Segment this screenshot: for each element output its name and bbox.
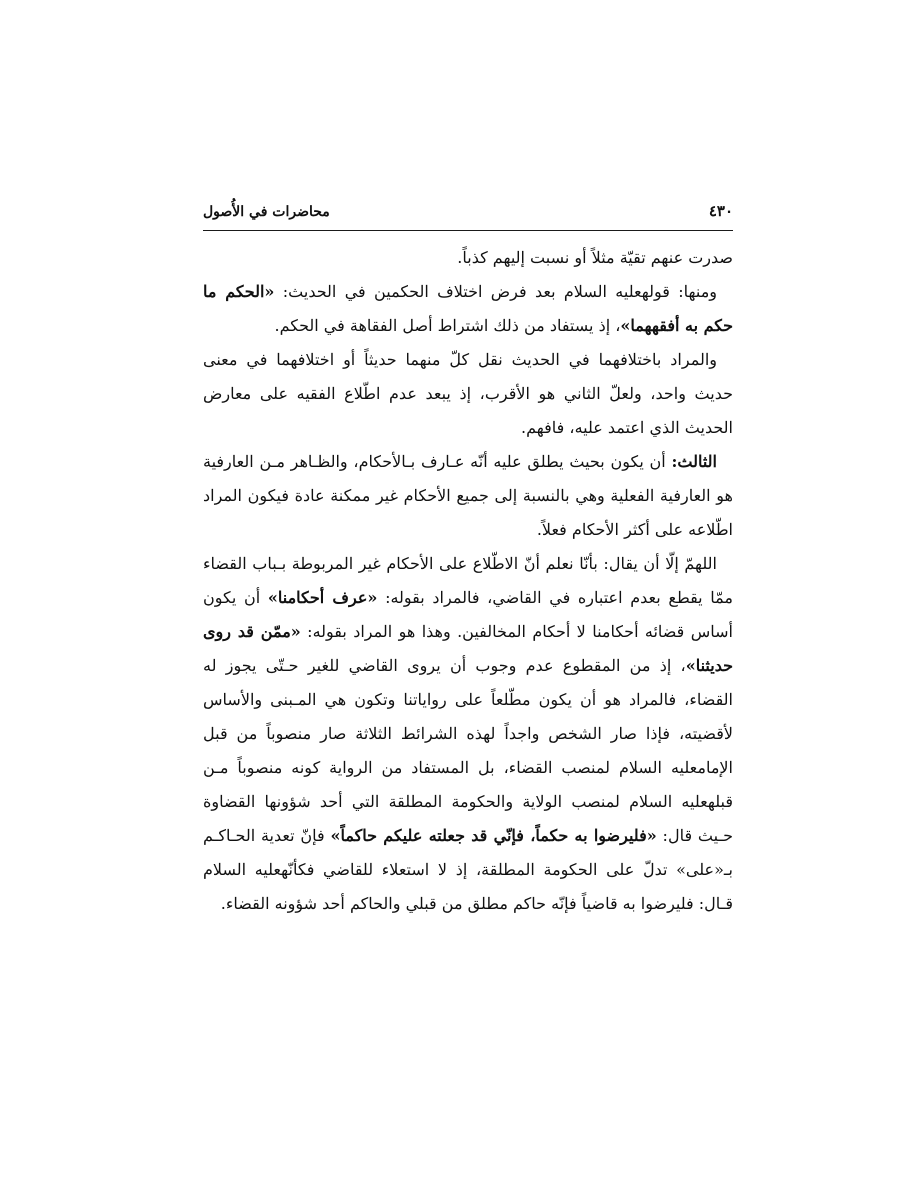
bold-quote: «ممّن قد روى حديثنا» <box>203 622 733 675</box>
text-run: ، إذ من المقطوع عدم وجوب أن يروى القاضي للغير حـتّى يجوز له القضاء، فالمراد هو أن يكون مطّلعاً على رواياتنا وتكون هي المـبنى والأساس لأقضيته، فإذا صار الشخص واجداً لهذه الشرائط الثلاثة صار منصوباً من قبل الإمام <box>203 656 733 777</box>
text-run: اللهمّ إلّا أن يقال: بأنّا نعلم أنّ الاطّلاع على الأحكام غير المربوطة بـباب القضاء ممّا يقطع بعدم اعتباره في القاضي، فالمراد بقوله: <box>203 554 734 607</box>
bold-quote: «الحكم ما حكم به أفقههما» <box>203 282 733 335</box>
page-number: ٤٣٠ <box>708 202 733 220</box>
paragraph <box>203 343 733 445</box>
text-run: فإنّ تعدية الحـاكـم بـ«على» تدلّ على الحكومة المطلقة، إذ لا استعلاء للقاضي فكأنّه <box>203 826 733 879</box>
text-run: أن يكون أساس قضائه أحكامنا لا أحكام المخالفين. وهذا هو المراد بقوله: <box>203 588 733 641</box>
document-page <box>203 198 733 998</box>
text-run: قـال: فليرضوا به قاضياً فإنّه حاكم مطلق من قبلي والحاكم أحد شؤونه القضاء. <box>220 894 733 913</box>
bold-quote: «فليرضوا به حكماً، فإنّي قد جعلته عليكم حاكماً» <box>330 826 657 845</box>
paragraph <box>203 241 733 275</box>
paragraph <box>203 445 733 547</box>
text-run: ومنها: قوله <box>641 282 717 301</box>
text-run: ، إذ يستفاد من ذلك اشتراط أصل الفقاهة في الحكم. <box>274 316 621 335</box>
honorific-glyph: عليه السلام <box>629 792 708 811</box>
running-header <box>203 198 733 231</box>
honorific-glyph: عليه السلام <box>563 282 642 301</box>
bold-quote: «عرف أحكامنا» <box>267 588 378 607</box>
bold-quote: الثالث: <box>671 452 717 471</box>
text-run: لمنصب الولاية والحكومة المطلقة التي أحد شؤونها القضاوة حـيث قال: <box>203 792 734 845</box>
paragraph <box>203 547 733 921</box>
text-run: والمراد باختلافهما في الحديث نقل كلّ منهما حديثاً أو اختلافهما في معنى حديث واحد، ولعلّ الثاني هو الأقرب، إذ يبعد عدم اطّلاع الفقيه على معارض الحديث الذي اعتمد عليه، فافهم. <box>203 350 733 437</box>
body-text <box>203 241 733 921</box>
text-run: صدرت عنهم تقيّة مثلاً أو نسبت إليهم كذباً. <box>457 248 733 267</box>
header-title: محاضرات في الأُصول <box>203 204 330 220</box>
honorific-glyph: عليه السلام <box>203 860 282 879</box>
text-run: لمنصب القضاء، بل المستفاد من الرواية كونه منصوباً مـن قبله <box>203 758 733 811</box>
paragraph <box>203 275 733 343</box>
honorific-glyph: عليه السلام <box>618 758 698 777</box>
text-run: أن يكون بحيث يطلق عليه أنّه عـارف بـالأحكام، والظـاهر مـن العارفية هو العارفية الفعلية وهي بالنسبة إلى جميع الأحكام غير ممكنة عادة فيكون المراد اطّلاعه على أكثر الأحكام فعلاً. <box>203 452 733 539</box>
text-run: بعد فرض اختلاف الحكمين في الحديث: <box>274 282 564 301</box>
